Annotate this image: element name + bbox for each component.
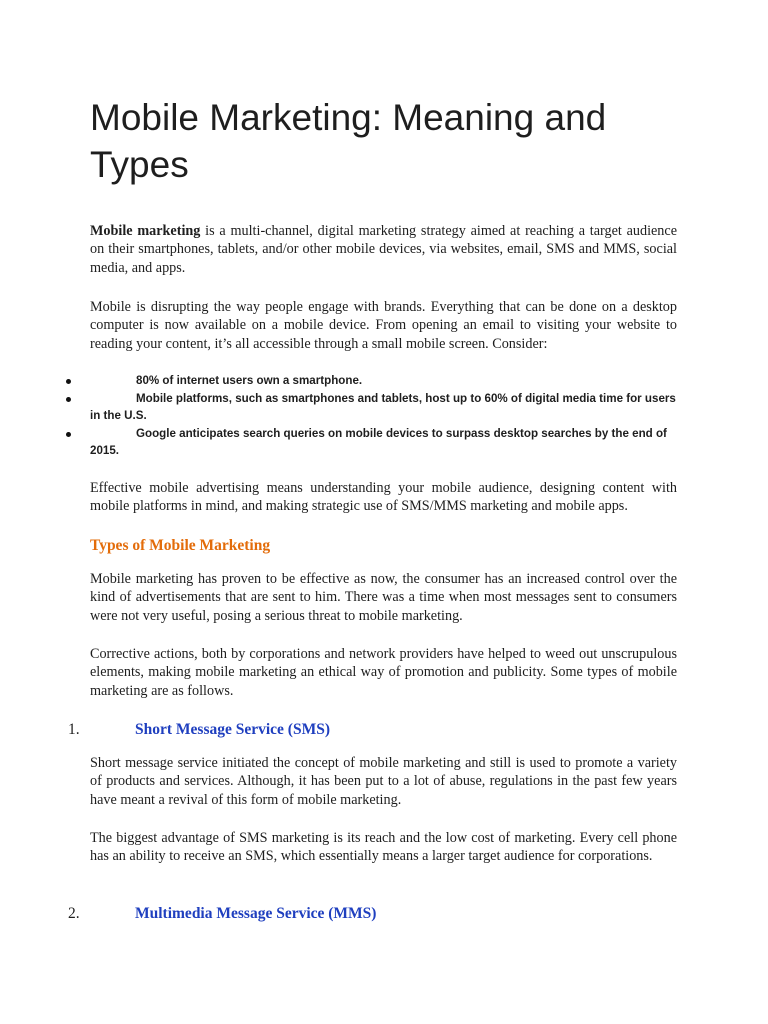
stats-bullet-list — [0, 372, 768, 460]
section-heading-types: Types of Mobile Marketing — [90, 537, 271, 554]
page-title: Mobile Marketing: Meaning and Types — [90, 97, 607, 185]
bullet-icon — [66, 397, 71, 402]
type-heading-label: Multimedia Message Service (MMS) — [135, 905, 377, 922]
intro-text: is a multi-channel, digital marketing strategy aimed at reaching a target audience on their smartphones, tablets, and/or other mobile devices, via websites, email, SMS and MMS, social media, and apps. — [90, 223, 677, 276]
bullet-text: Google anticipates search queries on mobile devices to surpass desktop searches by the end of 2015. — [90, 426, 667, 458]
type-heading-label: Short Message Service (SMS) — [135, 721, 330, 738]
intro-lead-term: Mobile marketing — [90, 223, 201, 239]
paragraph-disruption: Mobile is disrupting the way people engage with brands. Everything that can be done on a desktop computer is now available on a mobile device. From opening an email to visiting your website to reading your content, it’s all accessible through a small mobile screen. Consider: — [90, 299, 677, 352]
bullet-item — [0, 372, 678, 390]
list-number: 1. — [68, 721, 80, 738]
paragraph-corrective-actions: Corrective actions, both by corporations and network providers have helped to weed out unscrupulous elements, making mobile marketing an ethical way of promotion and publicity. Some types of mobile marketing are as follows. — [90, 646, 677, 699]
list-number: 2. — [68, 905, 80, 922]
bullet-icon — [66, 379, 71, 384]
bullet-text: Mobile platforms, such as smartphones and tablets, host up to 60% of digital media time for users in the U.S. — [90, 391, 676, 423]
bullet-item — [0, 425, 678, 460]
paragraph-proven-effective: Mobile marketing has proven to be effective as now, the consumer has an increased control over the kind of advertisements that are sent to him. There was a time when most messages sent to consumers were not very useful, posing a serious threat to mobile marketing. — [90, 571, 677, 624]
bullet-icon — [66, 432, 71, 437]
paragraph-effective-advertising: Effective mobile advertising means understanding your mobile audience, designing content with mobile platforms in mind, and making strategic use of SMS/MMS marketing and mobile apps. — [90, 480, 677, 515]
bullet-item — [0, 390, 678, 425]
bullet-text: 80% of internet users own a smartphone. — [136, 374, 363, 387]
intro-paragraph — [90, 222, 677, 277]
paragraph-sms-advantage: The biggest advantage of SMS marketing is its reach and the low cost of marketing. Every cell phone has an ability to receive an SMS, which essentially means a larger target audience for corporations. — [90, 830, 677, 865]
paragraph-sms-concept: Short message service initiated the concept of mobile marketing and still is used to promote a variety of products and services. Although, it has been put to a lot of abuse, regulations in the past few years have meant a revival of this form of mobile marketing. — [90, 755, 677, 808]
